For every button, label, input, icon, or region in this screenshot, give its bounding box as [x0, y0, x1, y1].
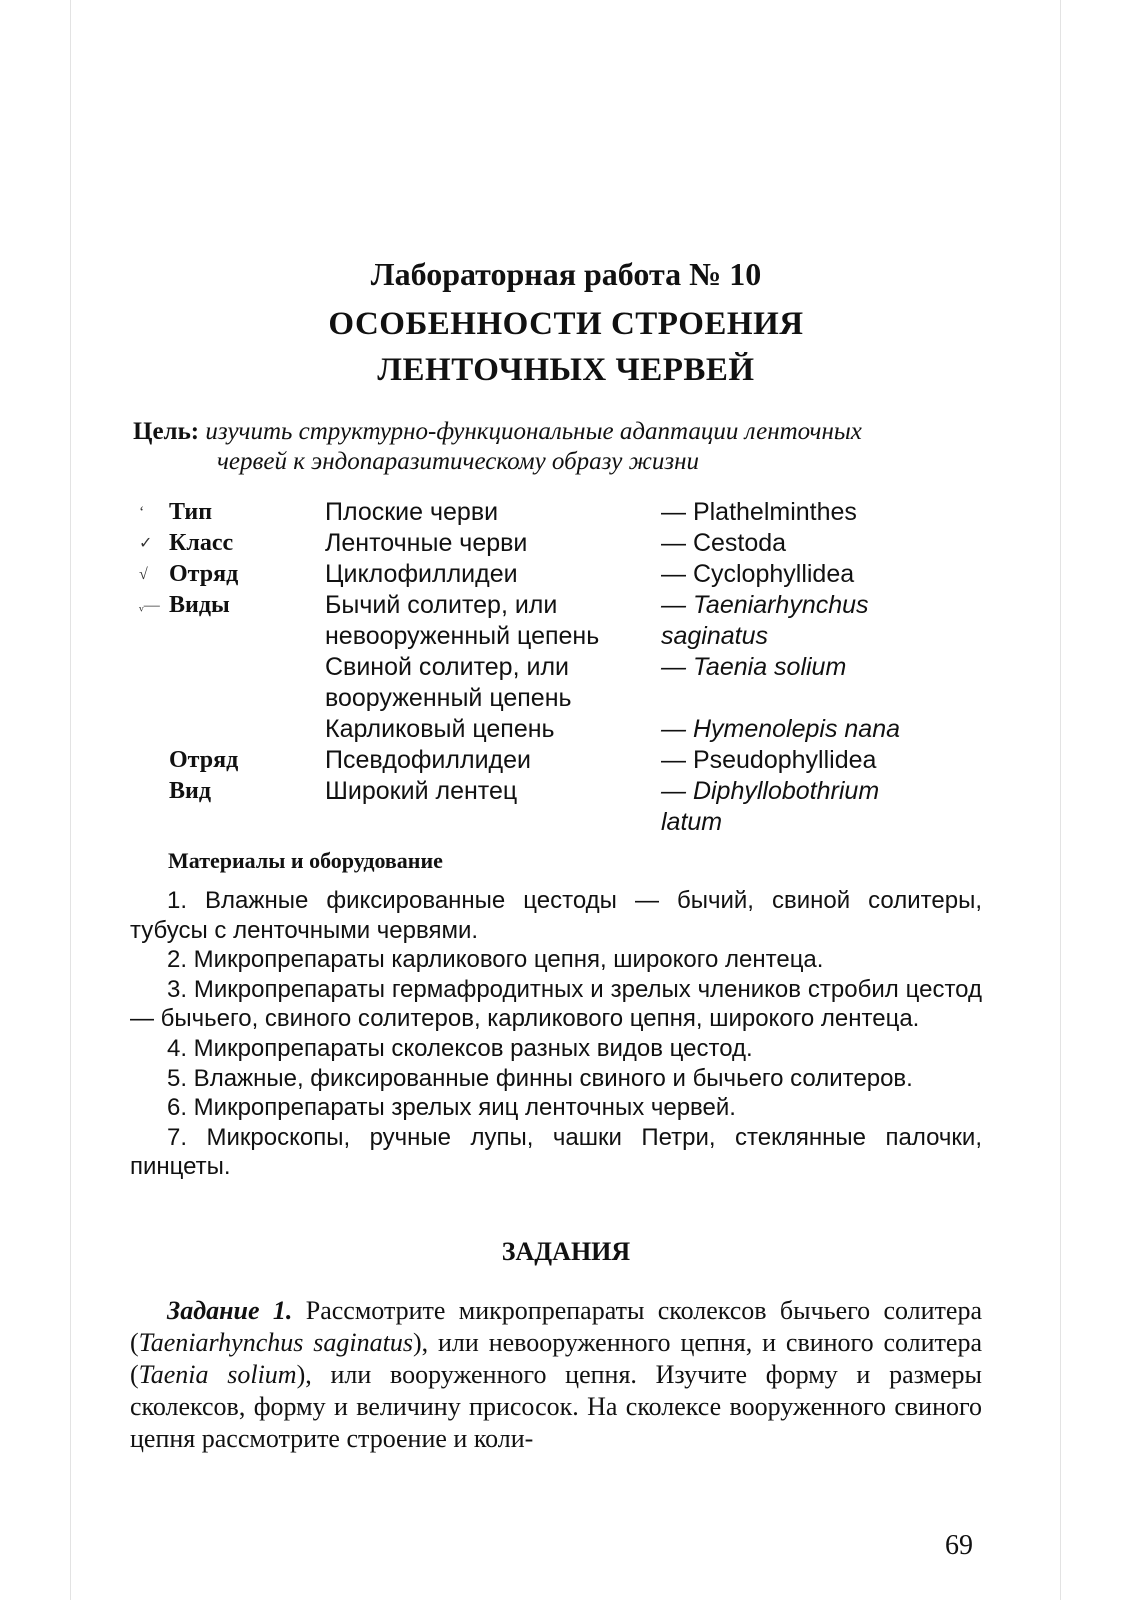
task-1-text-3: ), или вооруженного цепня. Изучите форму и размеры сколексов, форму и величину присосок. На сколексе вооруженного свиного цепня рассмотрите строение и коли- [130, 1360, 982, 1453]
checkmark-annotation: ʻ [139, 504, 145, 521]
page-number: 69 [945, 1530, 973, 1561]
taxon-latin-name: — Cestoda [661, 529, 787, 557]
goal-text-line-2: червей к эндопаразитическому образу жизни [217, 448, 700, 475]
materials-item: 5. Влажные, фиксированные финны свиного и бычьего солитеров. [167, 1064, 913, 1092]
materials-heading: Материалы и оборудование [168, 848, 443, 873]
taxon-rank: Тип [169, 499, 213, 525]
taxon-rank: Вид [169, 778, 211, 804]
materials-item: 1. Влажные фиксированные цестоды — бычий, свиной солитеры, тубусы с ленточными червями. [130, 887, 982, 944]
taxon-russian-name: Псевдофиллидеи [325, 746, 531, 774]
task-1-text-2: ), или невооруженного цепня, и свиного солитера ( [130, 1328, 982, 1389]
taxon-rank: Отряд [169, 747, 239, 773]
taxon-latin-name: — Taenia solium [661, 653, 847, 681]
task-1-latin-2: Taenia solium [138, 1360, 297, 1389]
taxon-rank: Отряд [169, 561, 239, 587]
taxon-rank: Виды [169, 592, 230, 618]
taxon-russian-name: Свиной солитер, или [325, 653, 569, 681]
task-1-label: Задание 1. [167, 1296, 293, 1325]
taxon-row [133, 776, 1033, 807]
page-title-line-1: ОСОБЕННОСТИ СТРОЕНИЯ [328, 306, 804, 342]
taxon-row [133, 745, 1033, 776]
page-title-line-2: ЛЕНТОЧНЫХ ЧЕРВЕЙ [377, 352, 755, 388]
lab-number-heading: Лабораторная работа № 10 [370, 256, 762, 292]
taxon-russian-name: Циклофиллидеи [325, 560, 518, 588]
taxon-row [133, 621, 1033, 652]
materials-item: 7. Микроскопы, ручные лупы, чашки Петри, стеклянные палочки, пинцеты. [130, 1123, 982, 1181]
taxon-latin-name: — Cyclophyllidea [661, 560, 855, 588]
taxon-latin-name: saginatus [661, 622, 769, 650]
taxon-latin-name: latum [661, 808, 723, 836]
taxon-row [133, 528, 1033, 559]
materials-item: 2. Микропрепараты карликового цепня, широкого лентеца. [167, 946, 824, 974]
tasks-heading: ЗАДАНИЯ [501, 1237, 631, 1266]
taxon-row [133, 683, 1033, 714]
taxon-latin-name: — Taeniarhynchus [661, 591, 869, 619]
materials-item: 6. Микропрепараты зрелых яиц ленточных червей. [167, 1094, 736, 1122]
goal-text-line-1: изучить структурно-функциональные адаптации ленточных [205, 418, 862, 445]
taxon-row [133, 807, 1033, 838]
page-edge-left [70, 0, 71, 1600]
taxon-russian-name: Плоские черви [325, 498, 499, 526]
taxon-row [133, 714, 1033, 745]
taxonomy-table [133, 497, 1033, 838]
taxon-row [133, 497, 1033, 528]
taxon-rank: Класс [169, 530, 234, 556]
taxon-latin-name: — Hymenolepis nana [661, 715, 901, 743]
task-1-text-1: Рассмотрите микропрепараты сколексов бычьего солитера ( [130, 1296, 982, 1357]
taxon-row [133, 559, 1033, 590]
taxon-russian-name: Ленточные черви [325, 529, 528, 557]
goal-block [133, 417, 1013, 477]
goal-label: Цель: [133, 418, 200, 445]
taxon-row [133, 652, 1033, 683]
taxon-russian-name: невооруженный цепень [325, 622, 600, 650]
materials-item: 4. Микропрепараты сколексов разных видов цестод. [167, 1034, 753, 1062]
taxon-russian-name: Карликовый цепень [325, 715, 555, 743]
page-edge-right [1060, 0, 1061, 1600]
materials-list [130, 886, 982, 1182]
checkmark-annotation: ᵥ— [139, 597, 160, 614]
taxon-latin-name: — Pseudophyllidea [661, 746, 877, 774]
task-1-latin-1: Taeniarhynchus saginatus [138, 1328, 413, 1357]
materials-item: 3. Микропрепараты гермафродитных и зрелых члеников стробил цестод — бычьего, свиного солитеров, карликового цепня, широкого лентеца. [130, 975, 982, 1033]
taxon-russian-name: Бычий солитер, или [325, 591, 558, 619]
taxon-latin-name: — Plathelminthes [661, 498, 857, 526]
taxon-row [133, 590, 1033, 621]
task-1 [130, 1295, 982, 1455]
checkmark-annotation: ✓ [139, 535, 153, 552]
taxon-russian-name: вооруженный цепень [325, 684, 572, 712]
taxon-russian-name: Широкий лентец [325, 777, 518, 805]
checkmark-annotation: √ [139, 566, 148, 583]
taxon-latin-name: — Diphyllobothrium [661, 777, 880, 805]
